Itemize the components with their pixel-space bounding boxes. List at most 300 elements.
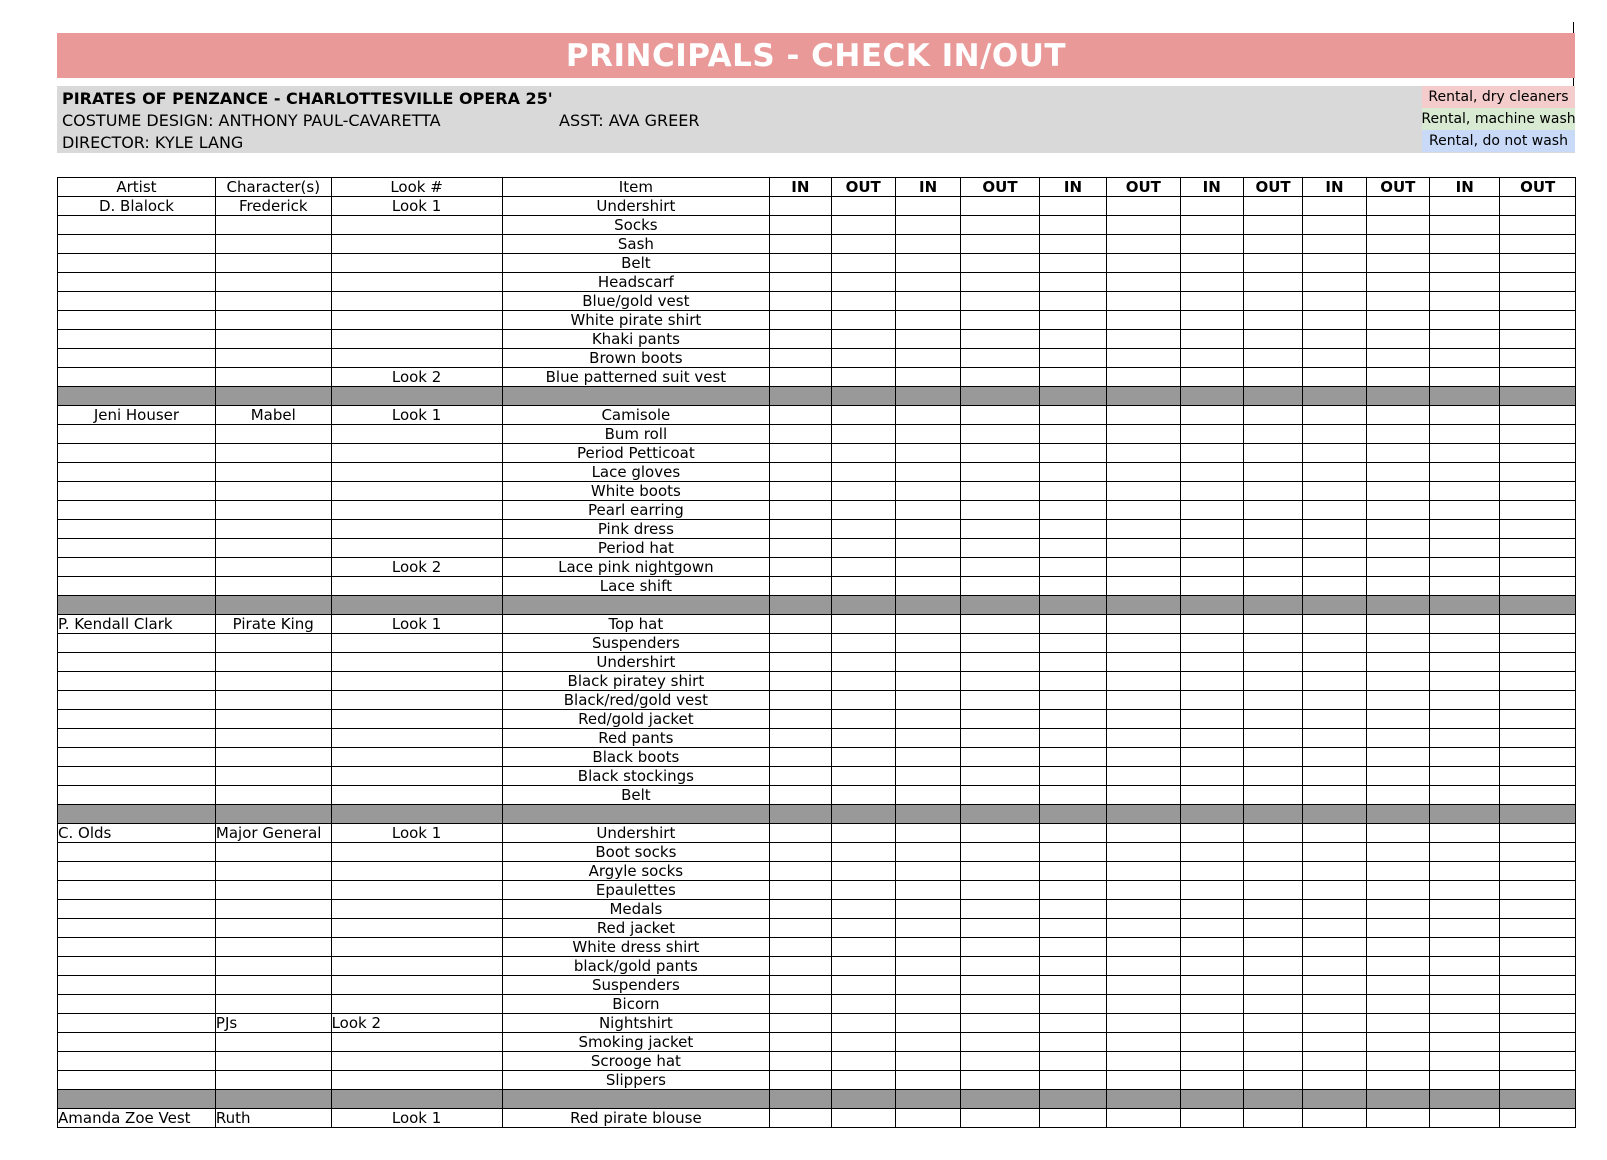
check-out-cell[interactable] [961,254,1039,273]
check-out-cell[interactable] [831,501,895,520]
check-in-cell[interactable] [770,273,831,292]
check-in-cell[interactable] [895,634,960,653]
check-out-cell[interactable] [831,577,895,596]
check-in-cell[interactable] [770,881,831,900]
check-out-cell[interactable] [1243,368,1302,387]
check-out-cell[interactable] [1500,577,1576,596]
check-out-cell[interactable] [1366,406,1429,425]
check-in-cell[interactable] [1303,653,1366,672]
check-in-cell[interactable] [1303,463,1366,482]
check-in-cell[interactable] [770,710,831,729]
check-in-cell[interactable] [895,919,960,938]
check-out-cell[interactable] [1243,938,1302,957]
check-out-cell[interactable] [1243,558,1302,577]
check-in-cell[interactable] [1039,767,1106,786]
check-in-cell[interactable] [1180,292,1243,311]
check-in-cell[interactable] [895,330,960,349]
check-out-cell[interactable] [831,691,895,710]
check-in-cell[interactable] [895,786,960,805]
check-out-cell[interactable] [1107,1052,1180,1071]
check-in-cell[interactable] [1303,1014,1366,1033]
check-out-cell[interactable] [1366,862,1429,881]
check-in-cell[interactable] [895,577,960,596]
check-out-cell[interactable] [1500,1014,1576,1033]
check-out-cell[interactable] [1366,197,1429,216]
check-in-cell[interactable] [1303,900,1366,919]
check-in-cell[interactable] [895,539,960,558]
check-out-cell[interactable] [1243,748,1302,767]
check-out-cell[interactable] [1366,767,1429,786]
check-out-cell[interactable] [1500,520,1576,539]
check-out-cell[interactable] [1500,767,1576,786]
check-out-cell[interactable] [1366,976,1429,995]
check-out-cell[interactable] [1366,235,1429,254]
check-in-cell[interactable] [1430,216,1500,235]
check-in-cell[interactable] [770,311,831,330]
check-out-cell[interactable] [831,254,895,273]
check-in-cell[interactable] [1039,1014,1106,1033]
check-in-cell[interactable] [1430,330,1500,349]
check-in-cell[interactable] [1430,710,1500,729]
check-in-cell[interactable] [1039,520,1106,539]
check-in-cell[interactable] [1303,501,1366,520]
check-in-cell[interactable] [1039,482,1106,501]
check-in-cell[interactable] [1039,919,1106,938]
check-out-cell[interactable] [1366,216,1429,235]
check-in-cell[interactable] [1303,938,1366,957]
check-out-cell[interactable] [1366,786,1429,805]
check-out-cell[interactable] [961,615,1039,634]
check-in-cell[interactable] [1430,995,1500,1014]
check-in-cell[interactable] [1303,1052,1366,1071]
check-in-cell[interactable] [1039,748,1106,767]
check-in-cell[interactable] [1303,843,1366,862]
check-in-cell[interactable] [1180,634,1243,653]
check-in-cell[interactable] [1303,273,1366,292]
check-out-cell[interactable] [961,729,1039,748]
check-out-cell[interactable] [831,824,895,843]
check-out-cell[interactable] [831,786,895,805]
check-out-cell[interactable] [1500,786,1576,805]
check-in-cell[interactable] [895,710,960,729]
check-out-cell[interactable] [1500,368,1576,387]
check-out-cell[interactable] [1243,824,1302,843]
check-out-cell[interactable] [961,444,1039,463]
check-out-cell[interactable] [1500,406,1576,425]
check-out-cell[interactable] [831,767,895,786]
check-in-cell[interactable] [1430,1033,1500,1052]
check-in-cell[interactable] [1303,748,1366,767]
check-out-cell[interactable] [1366,1052,1429,1071]
check-out-cell[interactable] [1366,558,1429,577]
check-out-cell[interactable] [831,672,895,691]
check-out-cell[interactable] [1243,691,1302,710]
check-out-cell[interactable] [961,938,1039,957]
check-out-cell[interactable] [831,1109,895,1128]
check-in-cell[interactable] [1180,691,1243,710]
check-in-cell[interactable] [1180,710,1243,729]
check-in-cell[interactable] [1180,330,1243,349]
check-in-cell[interactable] [895,273,960,292]
check-in-cell[interactable] [1039,235,1106,254]
check-out-cell[interactable] [1500,843,1576,862]
check-out-cell[interactable] [961,330,1039,349]
check-in-cell[interactable] [1430,786,1500,805]
check-in-cell[interactable] [1039,273,1106,292]
check-in-cell[interactable] [1180,482,1243,501]
check-out-cell[interactable] [1107,425,1180,444]
check-out-cell[interactable] [1243,406,1302,425]
check-in-cell[interactable] [1180,520,1243,539]
check-out-cell[interactable] [961,881,1039,900]
check-in-cell[interactable] [1430,843,1500,862]
check-in-cell[interactable] [1180,1071,1243,1090]
check-in-cell[interactable] [1430,311,1500,330]
check-in-cell[interactable] [1039,995,1106,1014]
check-out-cell[interactable] [961,710,1039,729]
check-in-cell[interactable] [770,691,831,710]
check-in-cell[interactable] [1039,672,1106,691]
check-out-cell[interactable] [1366,729,1429,748]
check-in-cell[interactable] [770,368,831,387]
check-in-cell[interactable] [1039,938,1106,957]
check-in-cell[interactable] [770,900,831,919]
check-out-cell[interactable] [1500,1109,1576,1128]
check-out-cell[interactable] [1107,406,1180,425]
check-out-cell[interactable] [831,748,895,767]
check-out-cell[interactable] [831,634,895,653]
check-in-cell[interactable] [1180,539,1243,558]
check-in-cell[interactable] [1303,691,1366,710]
check-in-cell[interactable] [1039,881,1106,900]
check-out-cell[interactable] [1243,463,1302,482]
check-out-cell[interactable] [1500,349,1576,368]
check-in-cell[interactable] [1430,482,1500,501]
check-out-cell[interactable] [961,273,1039,292]
check-in-cell[interactable] [1303,349,1366,368]
check-out-cell[interactable] [1366,843,1429,862]
check-in-cell[interactable] [1180,729,1243,748]
check-in-cell[interactable] [1039,862,1106,881]
check-in-cell[interactable] [1039,539,1106,558]
check-in-cell[interactable] [1180,273,1243,292]
check-out-cell[interactable] [1107,1109,1180,1128]
check-out-cell[interactable] [1107,254,1180,273]
check-out-cell[interactable] [1500,615,1576,634]
check-in-cell[interactable] [1303,976,1366,995]
check-in-cell[interactable] [770,957,831,976]
check-out-cell[interactable] [831,615,895,634]
check-in-cell[interactable] [770,520,831,539]
check-out-cell[interactable] [1500,729,1576,748]
check-in-cell[interactable] [895,1109,960,1128]
check-in-cell[interactable] [895,767,960,786]
check-out-cell[interactable] [831,843,895,862]
check-out-cell[interactable] [1243,786,1302,805]
check-in-cell[interactable] [1180,786,1243,805]
check-out-cell[interactable] [1243,482,1302,501]
check-out-cell[interactable] [831,368,895,387]
check-out-cell[interactable] [831,425,895,444]
check-in-cell[interactable] [770,1014,831,1033]
check-out-cell[interactable] [1500,1052,1576,1071]
check-in-cell[interactable] [1180,672,1243,691]
check-in-cell[interactable] [1039,1033,1106,1052]
check-in-cell[interactable] [895,216,960,235]
check-in-cell[interactable] [1430,957,1500,976]
check-in-cell[interactable] [1303,1071,1366,1090]
check-out-cell[interactable] [831,273,895,292]
check-in-cell[interactable] [1303,311,1366,330]
check-in-cell[interactable] [1303,558,1366,577]
check-in-cell[interactable] [1039,254,1106,273]
check-out-cell[interactable] [1107,1071,1180,1090]
check-out-cell[interactable] [831,520,895,539]
check-out-cell[interactable] [1243,615,1302,634]
check-out-cell[interactable] [1500,444,1576,463]
check-in-cell[interactable] [895,824,960,843]
check-in-cell[interactable] [1303,995,1366,1014]
check-in-cell[interactable] [770,444,831,463]
check-out-cell[interactable] [1500,938,1576,957]
check-in-cell[interactable] [1180,501,1243,520]
check-out-cell[interactable] [1107,748,1180,767]
check-in-cell[interactable] [1303,919,1366,938]
check-out-cell[interactable] [961,919,1039,938]
check-in-cell[interactable] [770,577,831,596]
check-in-cell[interactable] [895,254,960,273]
check-out-cell[interactable] [961,482,1039,501]
check-in-cell[interactable] [1039,444,1106,463]
check-in-cell[interactable] [1430,1014,1500,1033]
check-in-cell[interactable] [1430,463,1500,482]
check-out-cell[interactable] [831,406,895,425]
check-in-cell[interactable] [1039,691,1106,710]
check-out-cell[interactable] [1107,482,1180,501]
check-in-cell[interactable] [895,368,960,387]
check-out-cell[interactable] [1500,900,1576,919]
check-out-cell[interactable] [831,995,895,1014]
check-in-cell[interactable] [895,729,960,748]
check-out-cell[interactable] [1243,292,1302,311]
check-out-cell[interactable] [1500,824,1576,843]
check-in-cell[interactable] [1180,254,1243,273]
check-out-cell[interactable] [1243,254,1302,273]
check-out-cell[interactable] [1243,197,1302,216]
check-in-cell[interactable] [770,1109,831,1128]
check-out-cell[interactable] [831,976,895,995]
check-in-cell[interactable] [895,1071,960,1090]
check-out-cell[interactable] [1107,501,1180,520]
check-in-cell[interactable] [1180,368,1243,387]
check-out-cell[interactable] [1243,311,1302,330]
check-out-cell[interactable] [961,824,1039,843]
check-out-cell[interactable] [1243,1109,1302,1128]
check-out-cell[interactable] [1107,330,1180,349]
check-out-cell[interactable] [961,900,1039,919]
check-in-cell[interactable] [1303,672,1366,691]
check-out-cell[interactable] [961,672,1039,691]
check-out-cell[interactable] [1243,501,1302,520]
check-in-cell[interactable] [1303,520,1366,539]
check-in-cell[interactable] [895,482,960,501]
check-out-cell[interactable] [1107,615,1180,634]
check-out-cell[interactable] [1107,1033,1180,1052]
check-out-cell[interactable] [961,406,1039,425]
check-in-cell[interactable] [1039,292,1106,311]
check-in-cell[interactable] [895,406,960,425]
check-out-cell[interactable] [1500,425,1576,444]
check-in-cell[interactable] [770,501,831,520]
check-in-cell[interactable] [1039,900,1106,919]
check-out-cell[interactable] [1366,1071,1429,1090]
check-in-cell[interactable] [1303,729,1366,748]
check-out-cell[interactable] [1500,539,1576,558]
check-in-cell[interactable] [1430,900,1500,919]
check-in-cell[interactable] [1430,767,1500,786]
check-in-cell[interactable] [1039,330,1106,349]
check-out-cell[interactable] [831,957,895,976]
check-in-cell[interactable] [1430,824,1500,843]
check-in-cell[interactable] [1039,843,1106,862]
check-in-cell[interactable] [895,843,960,862]
check-in-cell[interactable] [770,672,831,691]
check-out-cell[interactable] [831,349,895,368]
check-out-cell[interactable] [961,311,1039,330]
check-out-cell[interactable] [1243,919,1302,938]
check-out-cell[interactable] [1366,539,1429,558]
check-in-cell[interactable] [1180,767,1243,786]
check-out-cell[interactable] [1366,349,1429,368]
check-out-cell[interactable] [961,349,1039,368]
check-out-cell[interactable] [1500,558,1576,577]
check-out-cell[interactable] [1107,919,1180,938]
check-out-cell[interactable] [831,862,895,881]
check-in-cell[interactable] [1303,862,1366,881]
check-out-cell[interactable] [961,1033,1039,1052]
check-out-cell[interactable] [1500,710,1576,729]
check-out-cell[interactable] [1107,786,1180,805]
check-in-cell[interactable] [1180,1014,1243,1033]
check-out-cell[interactable] [1107,235,1180,254]
check-out-cell[interactable] [1107,843,1180,862]
check-out-cell[interactable] [1107,1014,1180,1033]
check-in-cell[interactable] [1303,824,1366,843]
check-out-cell[interactable] [1500,311,1576,330]
check-out-cell[interactable] [831,292,895,311]
check-out-cell[interactable] [1107,539,1180,558]
check-in-cell[interactable] [895,976,960,995]
check-out-cell[interactable] [1366,1014,1429,1033]
check-in-cell[interactable] [770,197,831,216]
check-in-cell[interactable] [1180,919,1243,938]
check-in-cell[interactable] [1180,444,1243,463]
check-out-cell[interactable] [1243,843,1302,862]
check-out-cell[interactable] [1107,520,1180,539]
check-out-cell[interactable] [1366,368,1429,387]
check-in-cell[interactable] [1039,368,1106,387]
check-in-cell[interactable] [1180,197,1243,216]
check-out-cell[interactable] [1107,463,1180,482]
check-out-cell[interactable] [961,843,1039,862]
check-in-cell[interactable] [1430,406,1500,425]
check-out-cell[interactable] [831,1033,895,1052]
check-out-cell[interactable] [831,482,895,501]
check-in-cell[interactable] [770,1071,831,1090]
check-out-cell[interactable] [1243,1033,1302,1052]
check-in-cell[interactable] [895,748,960,767]
check-out-cell[interactable] [1366,482,1429,501]
check-out-cell[interactable] [1243,577,1302,596]
check-in-cell[interactable] [1303,577,1366,596]
check-out-cell[interactable] [1366,311,1429,330]
check-out-cell[interactable] [1107,368,1180,387]
check-in-cell[interactable] [1180,976,1243,995]
check-out-cell[interactable] [961,995,1039,1014]
check-out-cell[interactable] [831,881,895,900]
check-out-cell[interactable] [831,311,895,330]
check-in-cell[interactable] [1430,577,1500,596]
check-out-cell[interactable] [1500,197,1576,216]
check-in-cell[interactable] [1430,672,1500,691]
check-in-cell[interactable] [1430,254,1500,273]
check-out-cell[interactable] [831,710,895,729]
check-in-cell[interactable] [1180,577,1243,596]
check-in-cell[interactable] [1180,748,1243,767]
check-in-cell[interactable] [1039,1071,1106,1090]
check-out-cell[interactable] [1107,292,1180,311]
check-out-cell[interactable] [831,653,895,672]
check-in-cell[interactable] [895,1033,960,1052]
check-out-cell[interactable] [1500,634,1576,653]
check-in-cell[interactable] [1039,425,1106,444]
check-in-cell[interactable] [1180,938,1243,957]
check-out-cell[interactable] [831,1052,895,1071]
check-in-cell[interactable] [770,824,831,843]
check-in-cell[interactable] [1180,425,1243,444]
check-out-cell[interactable] [961,368,1039,387]
check-in-cell[interactable] [1430,444,1500,463]
check-in-cell[interactable] [1430,292,1500,311]
check-out-cell[interactable] [1243,729,1302,748]
check-in-cell[interactable] [1430,1109,1500,1128]
check-out-cell[interactable] [1243,957,1302,976]
check-out-cell[interactable] [1243,881,1302,900]
check-out-cell[interactable] [831,900,895,919]
check-in-cell[interactable] [1039,558,1106,577]
check-out-cell[interactable] [831,463,895,482]
check-out-cell[interactable] [1366,748,1429,767]
check-out-cell[interactable] [961,197,1039,216]
check-in-cell[interactable] [770,976,831,995]
check-out-cell[interactable] [1243,653,1302,672]
check-in-cell[interactable] [770,995,831,1014]
check-out-cell[interactable] [961,767,1039,786]
check-out-cell[interactable] [1500,273,1576,292]
check-in-cell[interactable] [1180,653,1243,672]
check-out-cell[interactable] [1366,444,1429,463]
check-in-cell[interactable] [1303,1109,1366,1128]
check-out-cell[interactable] [1366,577,1429,596]
check-out-cell[interactable] [831,938,895,957]
check-in-cell[interactable] [895,444,960,463]
check-out-cell[interactable] [961,957,1039,976]
check-in-cell[interactable] [895,235,960,254]
check-in-cell[interactable] [1303,197,1366,216]
check-in-cell[interactable] [895,881,960,900]
check-in-cell[interactable] [770,786,831,805]
check-out-cell[interactable] [1366,520,1429,539]
